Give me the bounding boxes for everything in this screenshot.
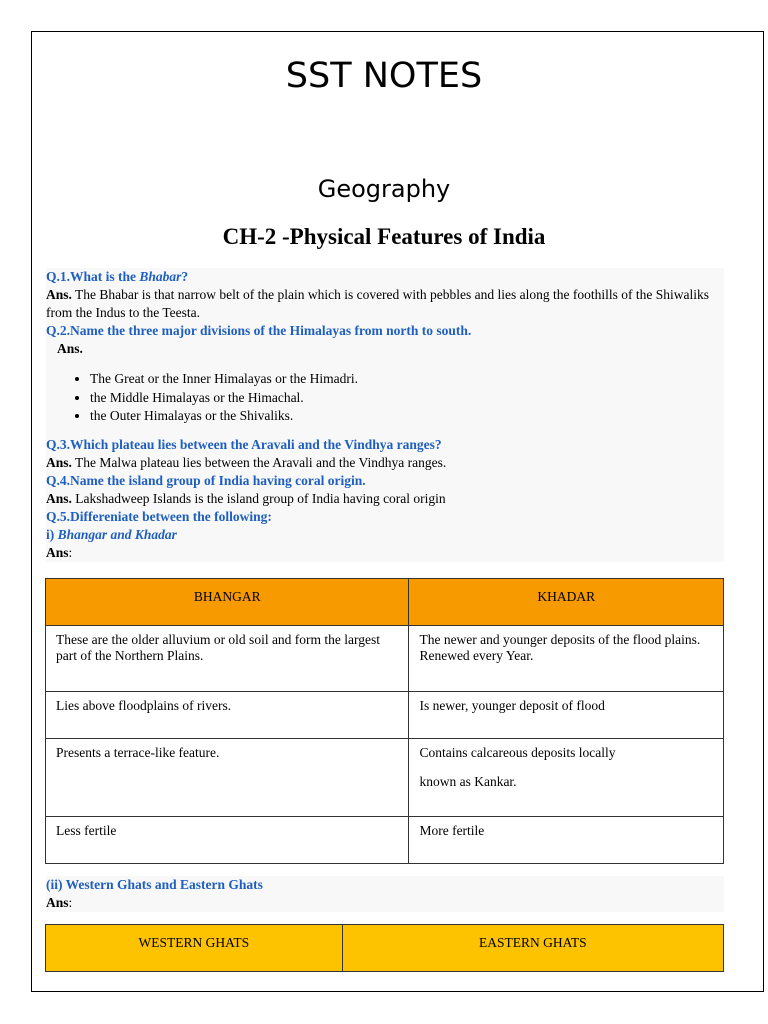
question-5: Q.5.Differeniate between the following: [46,508,272,524]
table-cell: Lies above floodplains of rivers. [46,692,409,739]
answer-4-text: Lakshadweep Islands is the island group of India having coral origin [71,490,446,506]
list-item: • The Great or the Inner Himalayas or the Himadri. [90,370,724,389]
part-ii-section [46,876,724,912]
question-1-emphasis: Bhabar [139,269,182,284]
page-title: SST NOTES [285,56,483,96]
part-ii-title: (ii) Western Ghats and Eastern Ghats [46,877,263,892]
table-cell: More fertile [409,817,724,864]
column-header-eastern-ghats: EASTERN GHATS [342,925,723,972]
table-cell: The newer and younger deposits of the flood plains. Renewed every Year. [409,626,724,692]
part-ii-answer [46,894,724,912]
table-header-row [46,579,724,626]
answer-1-label: Ans. [46,287,72,302]
answer-1 [46,286,724,322]
column-header-western-ghats: WESTERN GHATS [46,925,343,972]
chapter-heading: CH-2 -Physical Features of India [222,224,546,249]
question-1 [46,268,724,286]
answer-5 [46,544,724,562]
question-1-suffix: ? [181,269,189,284]
bhangar-khadar-table [45,578,724,864]
table-header-row [46,925,724,972]
answer-5-label: Ans [46,544,69,560]
answer-4 [46,490,724,508]
table-row [46,692,724,739]
question-1-text: Q.1.What is the [46,269,140,284]
answer-4-label: Ans. [46,490,72,506]
question-4: Q.4.Name the island group of India having coral origin. [46,472,366,488]
table-cell: Less fertile [46,817,409,864]
answer-3 [46,454,724,472]
qa-section [46,268,724,562]
answer-5-colon: : [68,544,73,560]
cell-line: Contains calcareous deposits locally [419,745,616,760]
part-ii-answer-label: Ans [46,895,69,910]
column-header-bhangar: BHANGAR [46,579,409,626]
table-cell: Presents a terrace-like feature. [46,739,409,817]
answer-3-text: The Malwa plateau lies between the Aravali and the Vindhya ranges. [71,454,447,470]
table-cell [409,739,724,817]
answer-2-label: Ans. [57,341,83,356]
question-2: Q.2.Name the three major divisions of the Himalayas from north to south. [46,323,472,338]
list-item: • the Outer Himalayas or the Shivaliks. [90,407,724,426]
table-cell: These are the older alluvium or old soil and form the largest part of the Northern Plains. [46,626,409,692]
table-row [46,626,724,692]
part-ii-answer-colon: : [68,895,73,910]
table-cell: Is newer, younger deposit of flood [409,692,724,739]
cell-line: known as Kankar. [419,774,517,789]
part-i-prefix: i) [46,526,58,542]
table-row [46,817,724,864]
answer-3-label: Ans. [46,454,72,470]
part-i-title: Bhangar and Khadar [57,526,177,542]
question-3: Q.3.Which plateau lies between the Aravali and the Vindhya ranges? [46,436,442,452]
himalaya-divisions-list [46,370,724,426]
answer-1-text: The Bhabar is that narrow belt of the plain which is covered with pebbles and lies along the foothills of the Shiwaliks from the Indus to the Teesta. [46,287,710,320]
column-header-khadar: KHADAR [409,579,724,626]
list-item: • the Middle Himalayas or the Himachal. [90,389,724,408]
subject-heading: Geography [317,175,451,203]
ghats-table [45,924,724,972]
question-5-part-i [46,526,724,544]
table-row [46,739,724,817]
